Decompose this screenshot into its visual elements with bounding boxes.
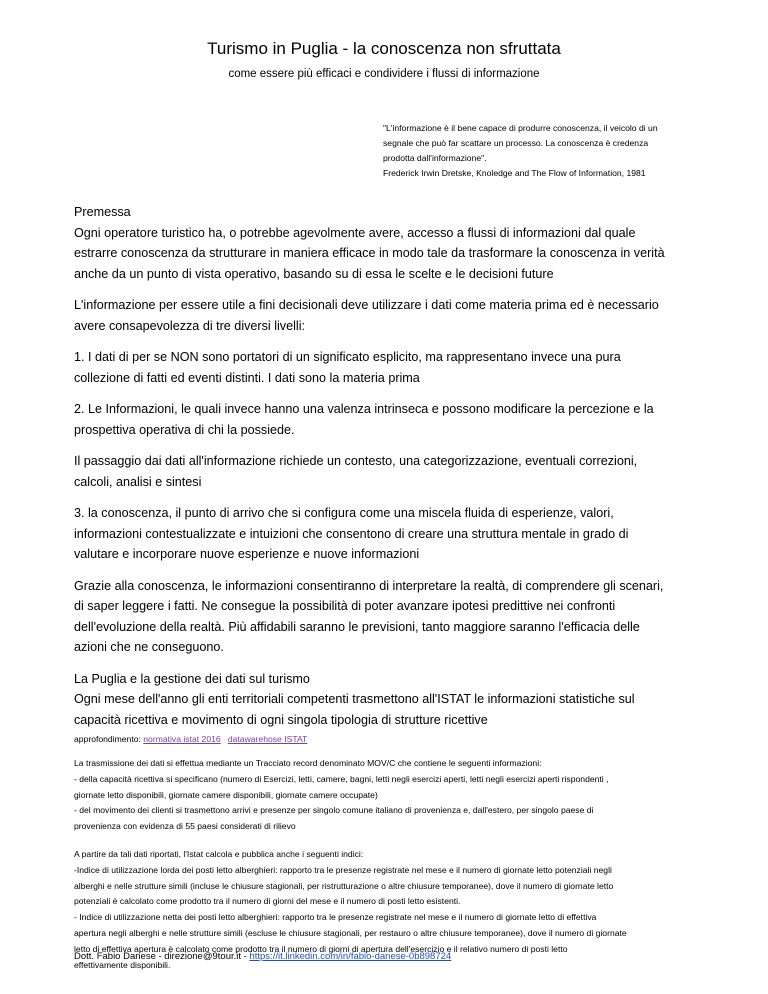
paragraph-line: Grazie alla conoscenza, le informazioni consentiranno di interpretare la realtà, di comprendere gli scenari, — [74, 578, 664, 593]
paragraph-line: collezione di fatti ed eventi distinti. I dati sono la materia prima — [74, 370, 420, 385]
link-normativa-istat[interactable]: normativa istat 2016 — [143, 734, 221, 744]
paragraph-level-2 — [74, 399, 694, 440]
paragraph-line: azioni che ne conseguono. — [74, 640, 224, 654]
paragraph-line: Ogni operatore turistico ha, o potrebbe agevolmente avere, accesso a flussi di informazioni dal quale — [74, 225, 636, 240]
small-line: effettivamente disponibili. — [74, 959, 171, 970]
quote-line: "L'informazione è il bene capace di produrre conoscenza, il veicolo di un — [383, 123, 658, 133]
small-line: - del movimento dei clienti si trasmettono arrivi e presenze per singolo comune italiano di provenienza e, dall'estero, per singolo paese di — [74, 805, 594, 816]
paragraph-line: 1. I dati di per se NON sono portatori di un significato esplicito, ma rappresentano invece una pura — [74, 350, 621, 364]
small-line: provenienza con evidenza di 55 paesi considerati di rilievo — [74, 821, 296, 832]
paragraph-level-3 — [74, 503, 694, 565]
paragraph-line: prospettiva operativa di chi la possiede. — [74, 422, 295, 437]
page-footer — [74, 950, 451, 964]
small-line: - Indice di utilizzazione netta dei posti letto alberghieri: rapporto tra le presenze registrate nel mese e il numero di giornate letto di effettiva — [74, 912, 597, 923]
paragraph-premessa — [74, 202, 694, 284]
paragraph-line: informazioni contestualizzate e intuizioni che consentono di creare una struttura mentale in grado di — [74, 526, 629, 541]
section-heading: La Puglia e la gestione dei dati sul turismo — [74, 671, 310, 686]
paragraph-line: dell'evoluzione della realtà. Più affidabili saranno le previsioni, tanto maggiore saranno l'efficacia delle — [74, 619, 640, 634]
paragraph-line: avere consapevolezza di tre diversi livelli: — [74, 318, 305, 333]
quote-attribution: Frederick Irwin Dretske, Knoledge and The Flow of Information, 1981 — [383, 168, 646, 178]
small-line: A partire da tali dati riportati, l'Istat calcola e pubblica anche i seguenti indici: — [74, 848, 364, 859]
small-line: -Indice di utilizzazione lorda dei posti letto alberghieri: rapporto tra le presenze registrate nel mese e il numero di giornate letto potenziali negli — [74, 864, 612, 875]
paragraph-line: anche da un punto di vista operativo, basando su di essa le scelte e le decisioni future — [74, 266, 554, 281]
paragraph-line: capacità ricettiva e movimento di ogni singola tipologia di strutture ricettive — [74, 712, 488, 727]
paragraph-line: valutare e incorporare nuove esperienze e nuove informazioni — [74, 547, 420, 561]
footer-author: Dott. Fabio Danese - direzione@9tour.it - — [74, 951, 250, 962]
document-body — [74, 202, 694, 985]
paragraph-line: Il passaggio dai dati all'informazione richiede un contesto, una categorizzazione, eventuali correzioni, — [74, 454, 638, 468]
section-heading: Premessa — [74, 205, 131, 219]
epigraph-quote — [383, 121, 713, 181]
paragraph-line: estrarre conoscenza da strutturare in maniera efficace in modo tale da trasformare la conoscenza in verità — [74, 246, 665, 260]
references-line — [74, 732, 694, 746]
paragraph-passaggio — [74, 451, 694, 492]
small-line: apertura negli alberghi e nelle strutture simili (escluse le chiusure stagionali, per restauro o altre chiusure temporanee), dove il numero di giornate — [74, 927, 627, 938]
small-paragraph-tracciato — [74, 756, 694, 835]
paragraph-level-1 — [74, 347, 694, 388]
small-line: alberghi e nelle strutture simili (incluse le chiusure stagionali, per ristrutturazione o altre chiusure temporanee), dove il numero di giornate letto — [74, 880, 614, 891]
document-subtitle: come essere più efficaci e condividere i flussi di informazione — [228, 68, 540, 80]
paragraph-line: 3. la conoscenza, il punto di arrivo che si configura come una miscela fluida di esperienze, valori, — [74, 506, 614, 520]
small-line: potenziali è calcolato come prodotto tra il numero di giorni del mese e il numero di posti letto esistenti. — [74, 896, 461, 907]
small-line: giornate letto disponibili, giornate camere disponibili, giornate camere occupate) — [74, 789, 378, 800]
paragraph-conoscenza — [74, 576, 694, 658]
paragraph-puglia — [74, 669, 694, 731]
footer-linkedin-link[interactable]: https://it.linkedin.com/in/fabio-danese-0b898724 — [249, 951, 452, 962]
small-line: letto di effettiva apertura è calcolato come prodotto tra il numero di giorni di apertura dell'esercizio e il relativo numero di posti letto — [74, 943, 568, 954]
paragraph-line: 2. Le Informazioni, le quali invece hanno una valenza intrinseca e possono modificare la percezione e la — [74, 402, 654, 416]
document-title: Turismo in Puglia - la conoscenza non sfruttata — [207, 39, 561, 58]
paragraph-line: di saper leggere i fatti. Ne consegue la possibilità di poter avanzare ipotesi predittive nei confronti — [74, 599, 616, 613]
small-line: La trasmissione dei dati si effettua mediante un Tracciato record denominato MOV/C che contiene le seguenti informazioni: — [74, 758, 542, 768]
quote-line: prodotta dall'informazione". — [383, 153, 487, 163]
link-datawarehouse-istat[interactable]: datawarehose ISTAT — [227, 734, 308, 744]
paragraph-line: L'informazione per essere utile a fini decisionali deve utilizzare i dati come materia prima ed è necessario — [74, 298, 659, 312]
paragraph-line: Ogni mese dell'anno gli enti territoriali competenti trasmettono all'ISTAT le informazioni statistiche sul — [74, 692, 635, 706]
references-label: approfondimento: — [74, 734, 141, 744]
paragraph-line: calcoli, analisi e sintesi — [74, 474, 202, 489]
paragraph-informazione — [74, 295, 694, 336]
quote-line: segnale che può far scattare un processo. La conoscenza è credenza — [383, 138, 649, 148]
small-line: - della capacità ricettiva si specificano (numero di Esercizi, letti, camere, bagni, letti negli esercizi aperti, letti negli esercizi aperti rispondenti , — [74, 773, 609, 784]
